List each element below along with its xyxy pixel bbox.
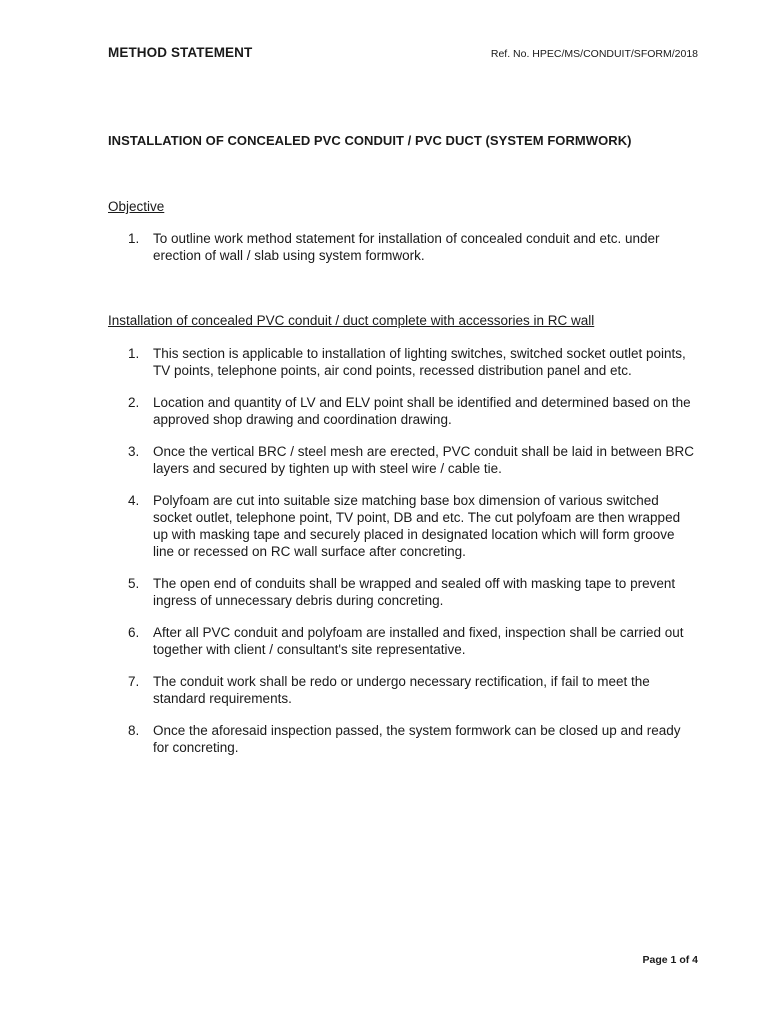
list-item [108,345,698,379]
list-item-number: 4. [128,493,140,508]
document-type-title: METHOD STATEMENT [108,45,253,60]
reference-number: Ref. No. HPEC/MS/CONDUIT/SFORM/2018 [490,48,698,60]
objective-list [108,230,698,279]
main-title: INSTALLATION OF CONCEALED PVC CONDUIT / PVC DUCT (SYSTEM FORMWORK) [108,133,632,148]
list-item-number: 1. [128,231,140,246]
installation-heading: Installation of concealed PVC conduit / duct complete with accessories in RC wall [108,313,595,328]
objective-heading: Objective [108,199,165,214]
list-item [108,575,698,609]
list-item-number: 1. [128,346,140,361]
list-item-text: Once the vertical BRC / steel mesh are erected, PVC conduit shall be laid in between BRC layers and secured by tighten up with steel wire / cable tie. [153,444,695,476]
list-item [108,230,698,264]
list-item [108,673,698,707]
list-item-text: The open end of conduits shall be wrapped and sealed off with masking tape to prevent ingress of unnecessary debris during concreting. [153,576,676,608]
installation-list [108,345,698,771]
list-item-text: Polyfoam are cut into suitable size matching base box dimension of various switched socket outlet, telephone point, TV point, DB and etc. The cut polyfoam are then wrapped up with masking tape and securely placed in designated location which will form groove line or recessed on RC wall surface after concreting. [153,493,681,559]
page-header [108,44,698,63]
list-item-text: Once the aforesaid inspection passed, the system formwork can be closed up and ready for concreting. [153,723,681,755]
list-item-number: 5. [128,576,140,591]
list-item [108,722,698,756]
list-item-text: The conduit work shall be redo or undergo necessary rectification, if fail to meet the standard requirements. [153,674,650,706]
list-item-number: 3. [128,444,140,459]
list-item-number: 8. [128,723,140,738]
list-item [108,492,698,560]
page-number: Page 1 of 4 [642,954,698,966]
list-item-text: To outline work method statement for installation of concealed conduit and etc. under erection of wall / slab using system formwork. [153,231,660,263]
list-item [108,443,698,477]
list-item [108,394,698,428]
list-item-number: 7. [128,674,140,689]
list-item-text: Location and quantity of LV and ELV point shall be identified and determined based on the approved shop drawing and coordination drawing. [153,395,691,427]
list-item-number: 6. [128,625,140,640]
list-item [108,624,698,658]
list-item-number: 2. [128,395,140,410]
list-item-text: After all PVC conduit and polyfoam are installed and fixed, inspection shall be carried out together with client / consultant's site representative. [153,625,684,657]
list-item-text: This section is applicable to installation of lighting switches, switched socket outlet points, TV points, telephone points, air cond points, recessed distribution panel and etc. [153,346,686,378]
